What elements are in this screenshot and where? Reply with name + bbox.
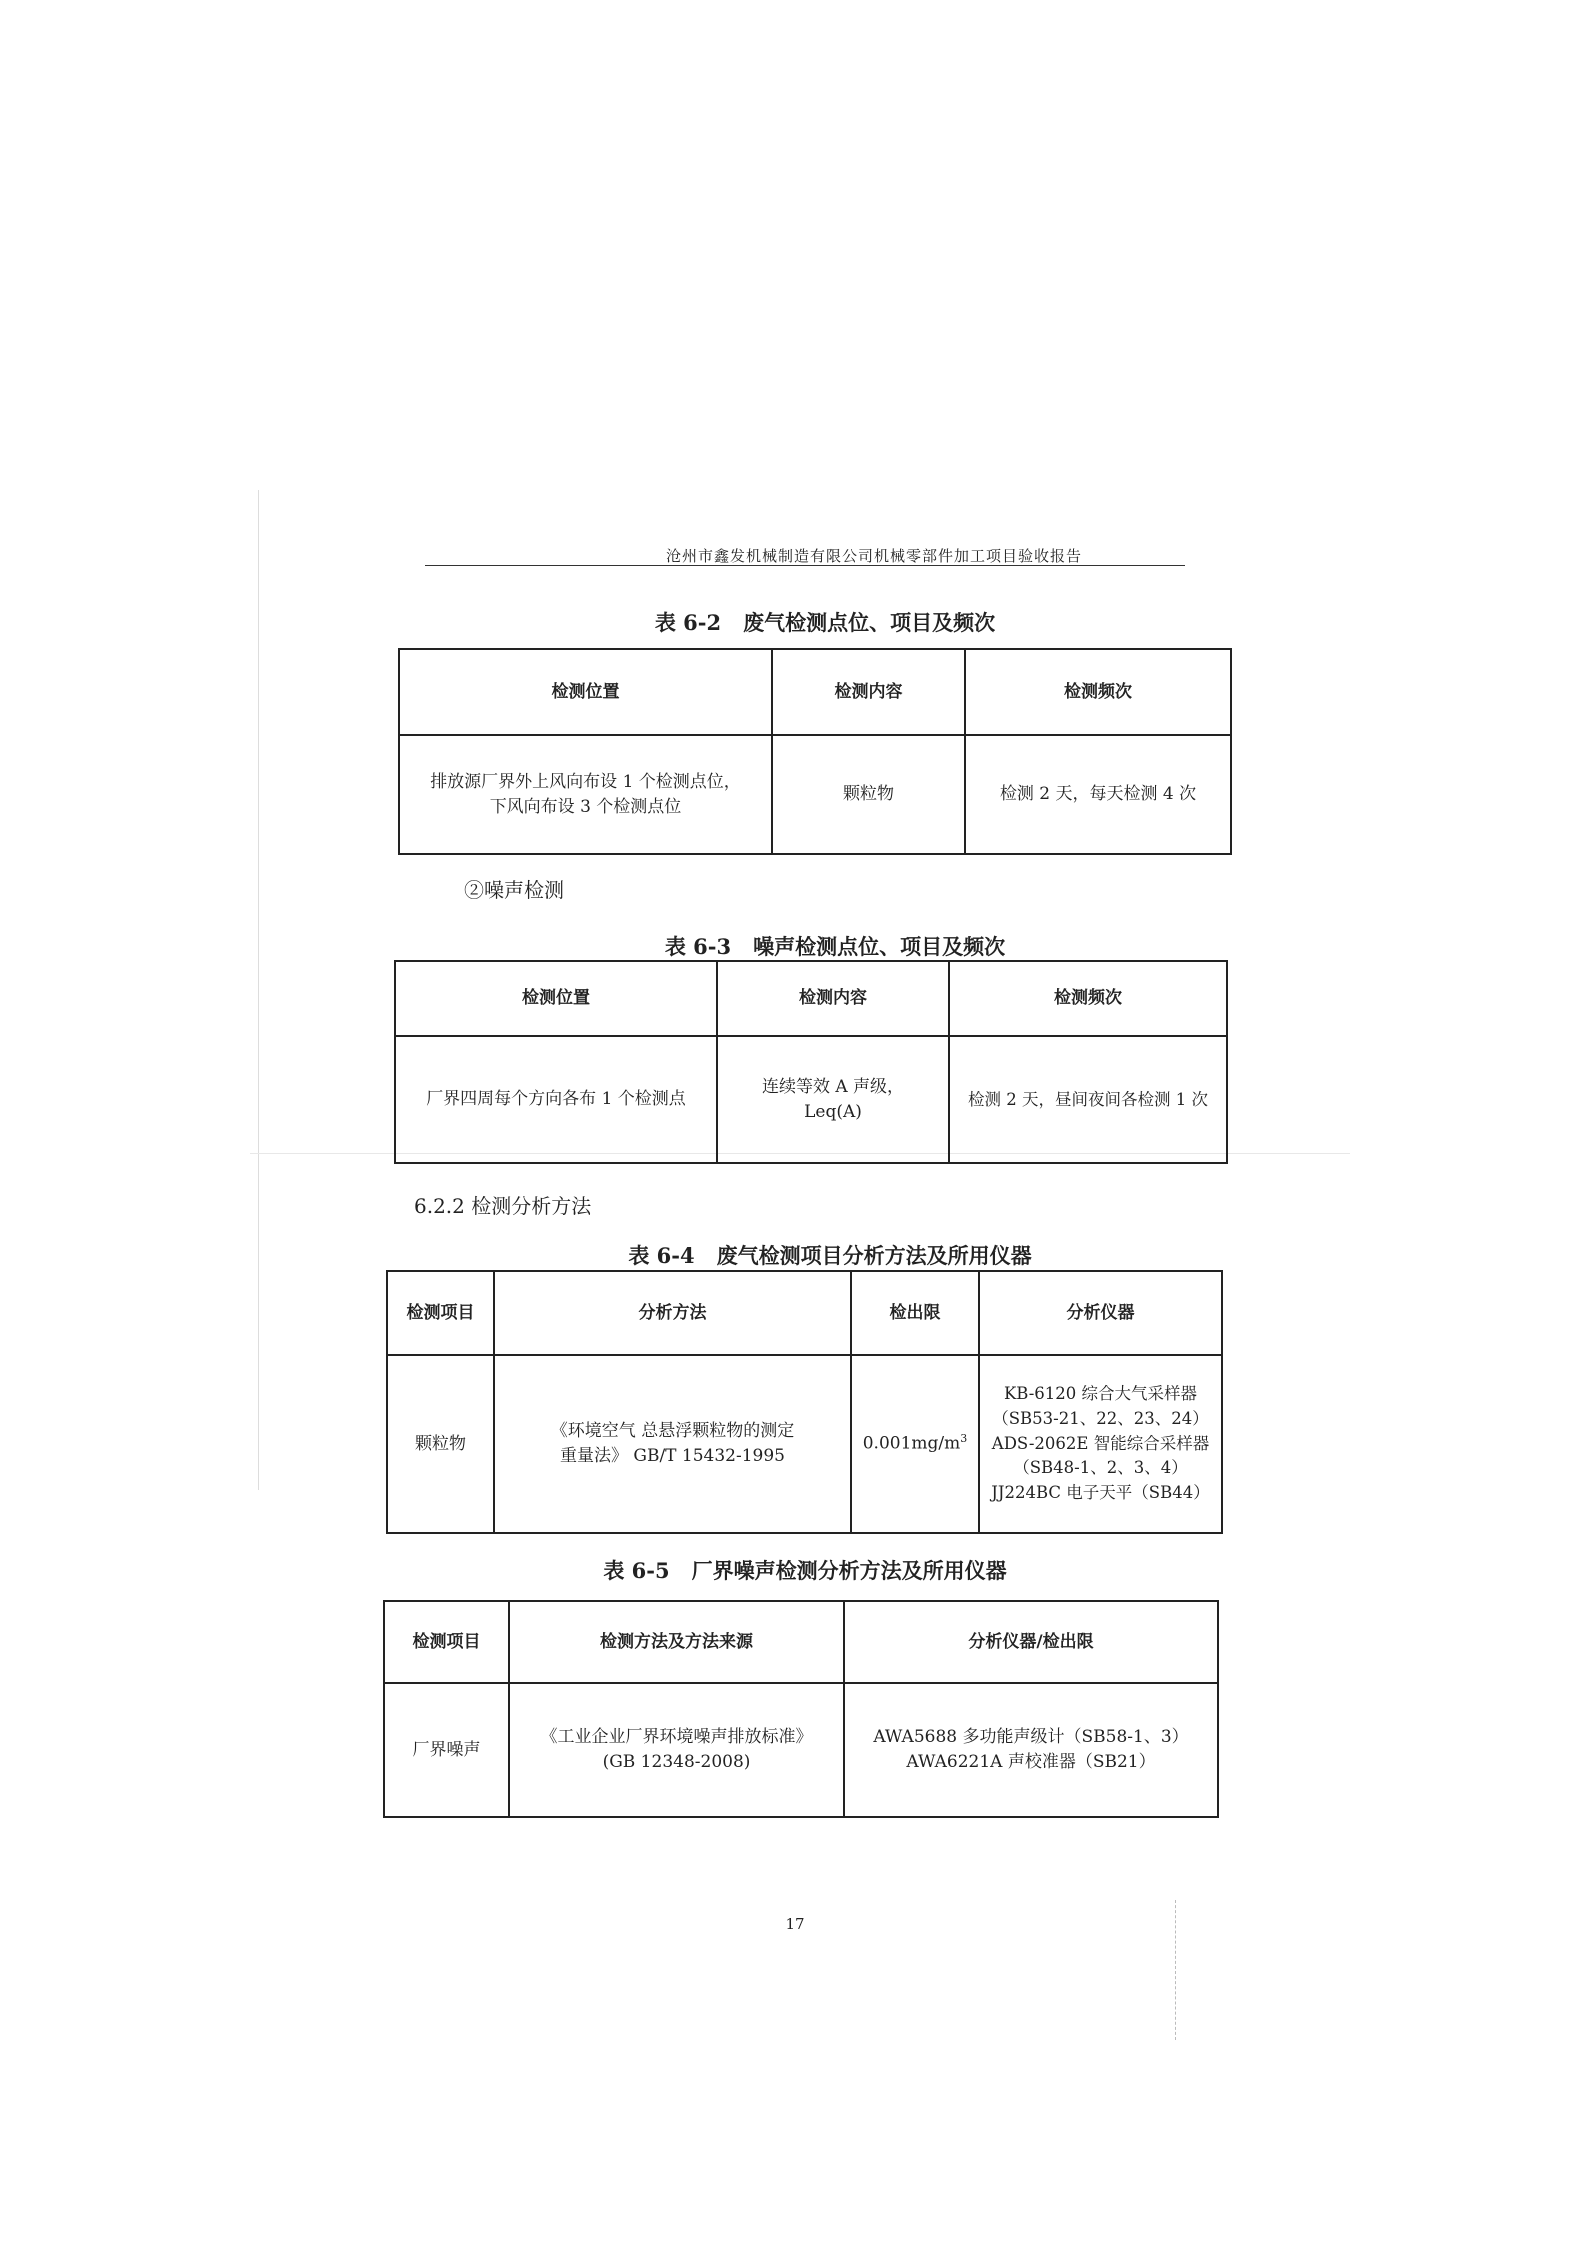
caption-title: 废气检测点位、项目及频次	[743, 610, 996, 635]
cell-text-line: 重量法》 GB/T 15432-1995	[559, 1446, 786, 1466]
table-6-3-caption	[400, 931, 1270, 961]
table-6-5	[383, 1600, 1219, 1818]
cell-text-line: 排放源厂界外上风向布设 1 个检测点位，	[430, 771, 741, 792]
instrument-line: （SB53-21、22、23、24）	[992, 1408, 1209, 1428]
cell-text-line: Leq(A)	[804, 1101, 862, 1122]
limit-unit-exponent: 3	[960, 1432, 968, 1446]
table-header-cell: 检测项目	[384, 1601, 509, 1683]
section-6-2-2-heading: 6.2.2 检测分析方法	[414, 1194, 592, 1218]
instrument-line: ADS-2062E 智能综合采样器	[991, 1433, 1210, 1453]
table-row	[387, 1355, 1222, 1533]
table-cell-instruments	[844, 1683, 1218, 1817]
caption-title: 噪声检测点位、项目及频次	[753, 934, 1006, 959]
table-header-cell: 检出限	[851, 1271, 979, 1355]
table-6-2	[398, 648, 1232, 855]
table-6-3	[394, 960, 1228, 1164]
cell-text-line: 下风向布设 3 个检测点位	[489, 796, 682, 817]
caption-number: 表 6-4	[628, 1243, 695, 1268]
scan-edge-line	[1175, 1900, 1176, 2040]
table-header-cell: 检测内容	[717, 961, 949, 1036]
table-header-cell: 检测位置	[399, 649, 772, 735]
table-header-cell: 检测频次	[949, 961, 1227, 1036]
table-row	[384, 1683, 1218, 1817]
page-number: 17	[785, 1915, 805, 1933]
table-cell-method	[509, 1683, 844, 1817]
table-6-5-caption	[370, 1555, 1240, 1585]
cell-text-line: 《工业企业厂界环境噪声排放标准》	[540, 1727, 813, 1748]
table-cell-instruments	[979, 1355, 1222, 1533]
table-header-cell: 分析方法	[494, 1271, 851, 1355]
table-cell-location: 厂界四周每个方向各布 1 个检测点	[395, 1036, 717, 1163]
report-header: 沧州市鑫发机械制造有限公司机械零部件加工项目验收报告	[665, 547, 1082, 565]
instrument-line: AWA5688 多功能声级计（SB58-1、3）	[873, 1727, 1189, 1748]
table-cell-location	[399, 735, 772, 854]
table-header-cell: 检测方法及方法来源	[509, 1601, 844, 1683]
header-rule	[425, 565, 1185, 566]
cell-text-line: (GB 12348-2008)	[602, 1752, 751, 1772]
table-header-cell: 分析仪器	[979, 1271, 1222, 1355]
instrument-line: AWA6221A 声校准器（SB21）	[906, 1752, 1156, 1772]
instrument-line: KB-6120 综合大气采样器	[1003, 1384, 1198, 1404]
instrument-line: （SB48-1、2、3、4）	[1013, 1458, 1188, 1478]
table-cell-frequency: 检测 2 天，每天检测 4 次	[965, 735, 1231, 854]
cell-text-line: 连续等效 A 声级，	[761, 1076, 905, 1097]
table-row	[395, 1036, 1227, 1163]
scan-edge-line	[258, 490, 259, 1490]
caption-number: 表 6-5	[603, 1558, 670, 1583]
caption-number: 表 6-3	[664, 934, 732, 959]
caption-title: 废气检测项目分析方法及所用仪器	[716, 1243, 1032, 1268]
caption-number: 表 6-2	[654, 610, 722, 635]
instrument-line: JJ224BC 电子天平（SB44）	[991, 1483, 1210, 1503]
table-header-cell: 检测位置	[395, 961, 717, 1036]
table-cell-frequency: 检测 2 天，昼间夜间各检测 1 次	[949, 1036, 1227, 1163]
table-6-4-caption	[395, 1240, 1265, 1270]
table-row	[399, 735, 1231, 854]
table-cell-item: 颗粒物	[387, 1355, 494, 1533]
limit-value: 0.001mg/m	[862, 1434, 961, 1454]
table-cell-item: 厂界噪声	[384, 1683, 509, 1817]
caption-title: 厂界噪声检测分析方法及所用仪器	[691, 1558, 1007, 1583]
table-header-cell: 检测频次	[965, 649, 1231, 735]
table-6-4	[386, 1270, 1223, 1534]
table-cell-content: 颗粒物	[772, 735, 965, 854]
table-header-cell: 检测项目	[387, 1271, 494, 1355]
table-header-cell: 分析仪器/检出限	[844, 1601, 1218, 1683]
cell-text-line: 《环境空气 总悬浮颗粒物的测定	[550, 1421, 795, 1442]
table-6-2-caption	[390, 607, 1260, 637]
table-cell-method	[494, 1355, 851, 1533]
table-cell-limit	[851, 1355, 979, 1533]
table-header-cell: 检测内容	[772, 649, 965, 735]
table-cell-content	[717, 1036, 949, 1163]
section-noise-label: ②噪声检测	[464, 878, 564, 902]
